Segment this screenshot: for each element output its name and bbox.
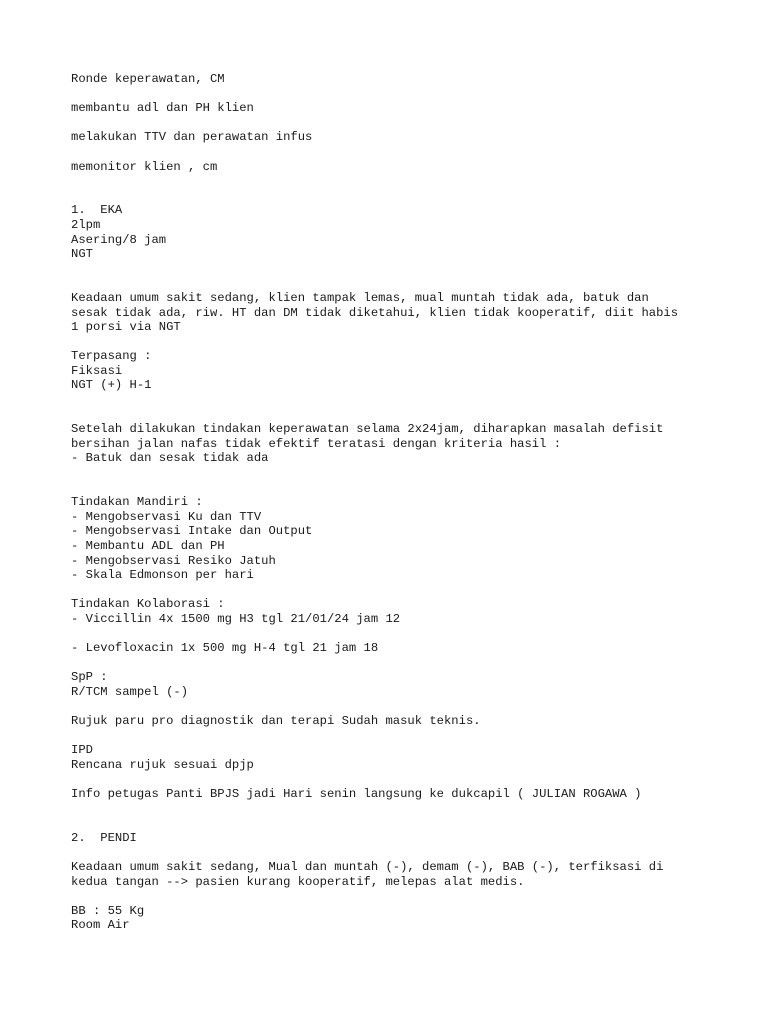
patient-2-keadaan: kedua tangan --> pasien kurang kooperatif, melepas alat medis. [71, 874, 525, 889]
patient-2-vitals: BB : 55 Kg [71, 903, 145, 918]
patient-1-mandiri: - Membantu ADL dan PH [71, 539, 225, 553]
patient-1-mandiri: - Mengobservasi Resiko Jatuh [71, 553, 276, 568]
patient-1-keadaan: 1 porsi via NGT [71, 320, 181, 335]
intro-line: Ronde keperawatan, CM [71, 72, 225, 86]
patient-1-terpasang: NGT (+) H-1 [71, 378, 152, 393]
patient-2-vitals: Room Air [71, 918, 130, 933]
patient-1-mandiri: - Skala Edmonson per hari [71, 568, 254, 583]
patient-1-keadaan: sesak tidak ada, riw. HT dan DM tidak diketahui, klien tidak kooperatif, diit habis [71, 305, 679, 320]
patient-1-terpasang: Terpasang : [71, 349, 152, 364]
intro-line: memonitor klien , cm [71, 159, 218, 174]
patient-1-setelah: bersihan jalan nafas tidak efektif teratasi dengan kriteria hasil : [71, 436, 562, 451]
intro-line: membantu adl dan PH klien [71, 101, 254, 116]
intro-line: melakukan TTV dan perawatan infus [71, 130, 313, 145]
patient-1-kolaborasi: - Viccillin 4x 1500 mg H3 tgl 21/01/24 jam 12 [71, 611, 401, 626]
patient-2-header: 2. PENDI [71, 830, 137, 845]
patient-1-keadaan: Keadaan umum sakit sedang, klien tampak lemas, mual muntah tidak ada, batuk dan [71, 290, 649, 305]
patient-1-mandiri: Tindakan Mandiri : [71, 495, 203, 510]
patient-1-setelah: Setelah dilakukan tindakan keperawatan selama 2x24jam, diharapkan masalah defisit [71, 422, 664, 437]
patient-1-ipd: Rencana rujuk sesuai dpjp [71, 757, 254, 772]
patient-2-section [71, 831, 711, 933]
patient-1-setelah: - Batuk dan sesak tidak ada [71, 451, 269, 466]
patient-1-rujuk: Rujuk paru pro diagnostik dan terapi Sudah masuk teknis. [71, 714, 481, 729]
patient-1-spp: R/TCM sampel (-) [71, 684, 189, 699]
patient-1-header: 1. EKA [71, 203, 123, 218]
document-body [71, 72, 711, 933]
patient-1-levofloxacin: - Levofloxacin 1x 500 mg H-4 tgl 21 jam 18 [71, 641, 379, 656]
patient-1-info: 2lpm [71, 217, 101, 232]
patient-1-terpasang: Fiksasi [71, 363, 123, 378]
patient-1-kolaborasi: Tindakan Kolaborasi : [71, 597, 225, 612]
patient-1-ipd: IPD [71, 743, 93, 758]
patient-2-keadaan: Keadaan umum sakit sedang, Mual dan muntah (-), demam (-), BAB (-), terfiksasi di [71, 860, 664, 875]
patient-1-mandiri: - Mengobservasi Ku dan TTV [71, 509, 262, 524]
patient-1-info-petugas: Info petugas Panti BPJS jadi Hari senin langsung ke dukcapil ( JULIAN ROGAWA ) [71, 787, 642, 802]
patient-1-section [71, 203, 711, 831]
patient-1-spp: SpP : [71, 670, 108, 685]
patient-1-info: Asering/8 jam [71, 232, 167, 247]
patient-1-mandiri: - Mengobservasi Intake dan Output [71, 524, 313, 539]
patient-1-info: NGT [71, 247, 93, 262]
